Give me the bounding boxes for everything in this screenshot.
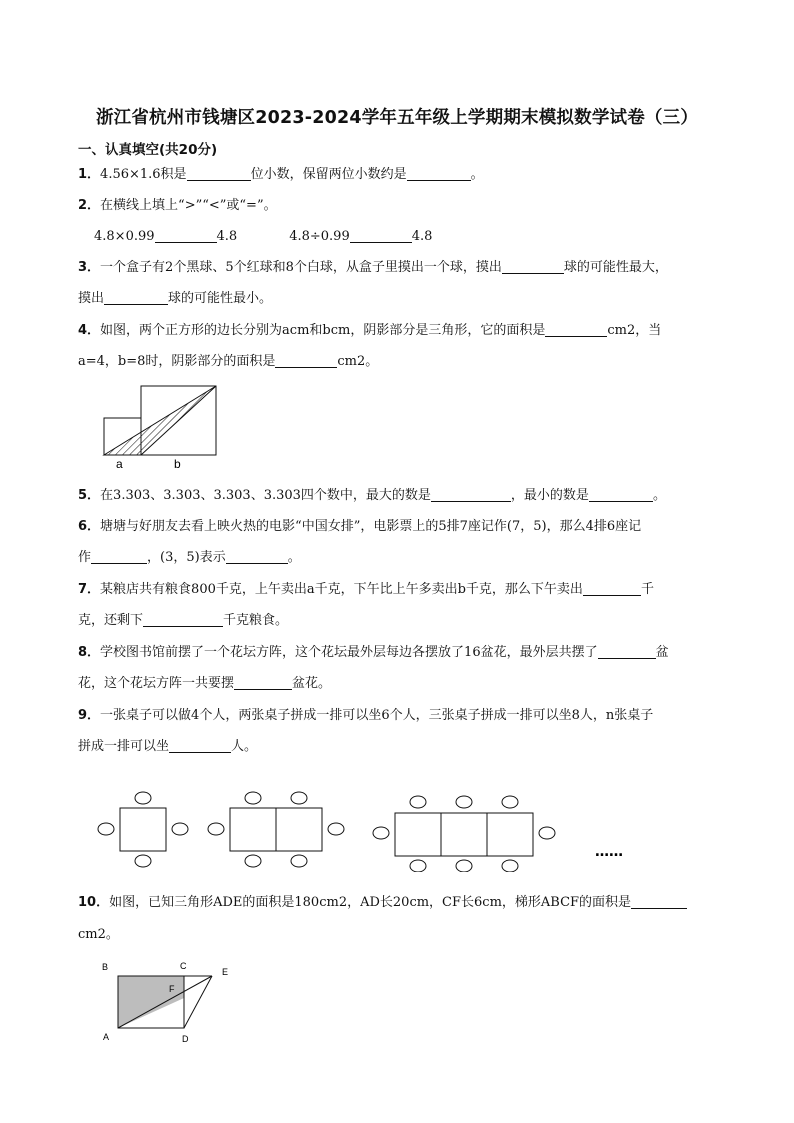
question-6: 6．塘塘与好朋友去看上映火热的电影“中国女排”，电影票上的5排7座记作(7，5)，那么4排6座记 [78, 519, 642, 534]
chair [502, 796, 518, 808]
label-E: E [222, 967, 229, 977]
table [276, 808, 322, 851]
question-6-cont: 作 ，(3，5)表示 。 [78, 550, 301, 565]
question-2: 2．在横线上填上“>”“<”或“=”。 [78, 198, 277, 213]
answer-blank [143, 612, 223, 627]
two-squares-figure [98, 380, 228, 472]
chair [291, 855, 307, 867]
chair [456, 796, 472, 808]
answer-blank [407, 166, 471, 181]
label-C: C [180, 961, 187, 971]
answer-blank [226, 549, 288, 564]
question-4: 4．如图，两个正方形的边长分别为acm和bcm，阴影部分是三角形，它的面积是 cm2，当 [78, 323, 662, 338]
label-D: D [182, 1034, 189, 1044]
question-5: 5．在3.303、3.303、3.303、3.303四个数中，最大的数是 ，最小的数是 。 [78, 488, 666, 503]
label-a: a [116, 457, 123, 471]
table [487, 813, 533, 856]
table [395, 813, 441, 856]
label-B: B [102, 962, 109, 972]
ellipsis: …… [595, 844, 623, 860]
trapezoid-figure [98, 956, 238, 1046]
label-b: b [174, 457, 181, 471]
answer-blank [234, 675, 292, 690]
table [120, 808, 166, 851]
answer-blank [598, 644, 656, 659]
chair [135, 792, 151, 804]
question-9: 9．一张桌子可以做4个人，两张桌子拼成一排可以坐6个人，三张桌子拼成一排可以坐8人，n张桌子 [78, 708, 654, 723]
question-10-cont: cm2。 [78, 927, 119, 942]
answer-blank [169, 738, 231, 753]
section-heading: 一、认真填空(共20分) [78, 142, 218, 158]
chair [98, 823, 114, 835]
question-4-cont: a=4，b=8时，阴影部分的面积是 cm2。 [78, 354, 379, 369]
chair [208, 823, 224, 835]
answer-blank [275, 353, 337, 368]
answer-blank [350, 228, 412, 243]
chair [328, 823, 344, 835]
question-9-cont: 拼成一排可以坐 人。 [78, 739, 258, 754]
chair [245, 855, 261, 867]
answer-blank [502, 259, 564, 274]
question-2-items: 4.8×0.99 4.8 4.8÷0.99 4.8 [94, 229, 433, 244]
chair [410, 796, 426, 808]
answer-blank [187, 166, 251, 181]
label-A: A [103, 1032, 110, 1042]
question-3-cont: 摸出 球的可能性最小。 [78, 291, 273, 306]
table [230, 808, 276, 851]
chair [456, 860, 472, 872]
question-10: 10．如图，已知三角形ADE的面积是180cm2，AD长20cm，CF长6cm，梯形ABCF的面积是 [78, 893, 687, 913]
chair [373, 827, 389, 839]
chair [245, 792, 261, 804]
answer-blank [583, 581, 641, 596]
question-3: 3．一个盒子有2个黑球、5个红球和8个白球，从盒子里摸出一个球，摸出 球的可能性最大， [78, 260, 668, 275]
chair [410, 860, 426, 872]
chair [502, 860, 518, 872]
answer-blank [631, 894, 687, 909]
label-F: F [169, 984, 175, 994]
page-title: 浙江省杭州市钱塘区2023-2024学年五年级上学期期末模拟数学试卷（三） [95, 108, 699, 128]
answer-blank [431, 487, 511, 502]
question-8: 8．学校图书馆前摆了一个花坛方阵，这个花坛最外层每边各摆放了16盆花，最外层共摆了 盆 [78, 645, 669, 660]
tables-chairs-figure [92, 786, 652, 872]
chair [135, 855, 151, 867]
answer-blank [545, 322, 607, 337]
question-1: 1．4.56×1.6积是 位小数，保留两位小数约是 。 [78, 167, 484, 182]
chair [172, 823, 188, 835]
chair [539, 827, 555, 839]
chair [291, 792, 307, 804]
answer-blank [104, 290, 168, 305]
shaded-triangle [104, 386, 216, 455]
answer-blank [155, 228, 217, 243]
answer-blank [589, 487, 653, 502]
question-7: 7．某粮店共有粮食800千克，上午卖出a千克，下午比上午多卖出b千克，那么下午卖出 千 [78, 582, 654, 597]
answer-blank [91, 549, 147, 564]
table [441, 813, 487, 856]
question-7-cont: 克，还剩下 千克粮食。 [78, 613, 289, 628]
question-8-cont: 花，这个花坛方阵一共要摆 盆花。 [78, 676, 332, 691]
